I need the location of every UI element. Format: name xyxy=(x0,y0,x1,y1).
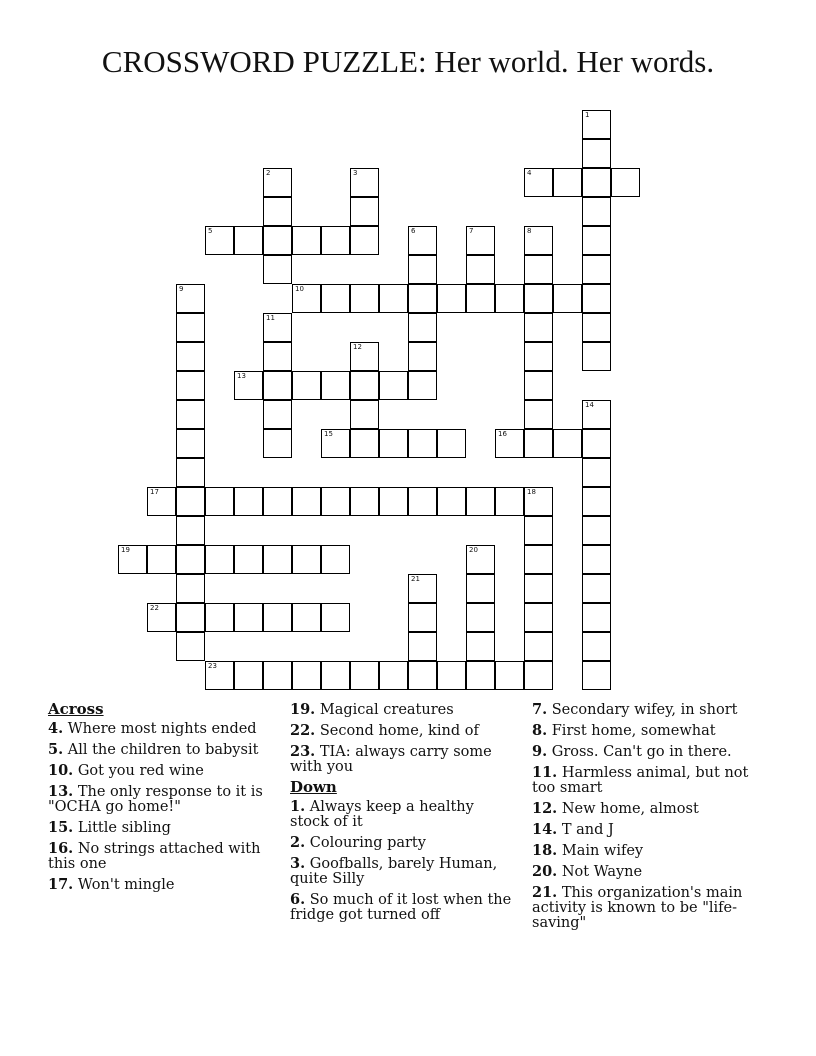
cell-number: 23 xyxy=(208,662,217,670)
grid-cell[interactable] xyxy=(524,487,553,516)
grid-cell[interactable] xyxy=(292,371,321,400)
grid-cell[interactable] xyxy=(205,603,234,632)
down-heading: Down xyxy=(290,778,337,796)
grid-cell[interactable] xyxy=(350,371,379,400)
grid-cell[interactable] xyxy=(437,429,466,458)
grid-cell[interactable] xyxy=(524,400,553,429)
clue-down-1: 1. Always keep a healthy stock of it xyxy=(290,798,474,830)
clue-down-2: 2. Colouring party xyxy=(290,834,426,851)
grid-cell[interactable] xyxy=(524,313,553,342)
grid-cell[interactable] xyxy=(176,458,205,487)
grid-cell[interactable] xyxy=(292,545,321,574)
clue-down-7: 7. Secondary wifey, in short xyxy=(532,701,738,718)
clue-down-8: 8. First home, somewhat xyxy=(532,722,716,739)
clue-down-20: 20. Not Wayne xyxy=(532,863,643,880)
grid-cell[interactable] xyxy=(292,487,321,516)
grid-cell[interactable] xyxy=(234,487,263,516)
clue-across-19: 19. Magical creatures xyxy=(290,701,454,718)
grid-cell[interactable] xyxy=(524,284,553,313)
grid-cell[interactable] xyxy=(582,516,611,545)
grid-cell[interactable] xyxy=(205,487,234,516)
grid-cell[interactable] xyxy=(524,661,553,690)
clue-down-12: 12. New home, almost xyxy=(532,800,699,817)
grid-cell[interactable] xyxy=(582,458,611,487)
grid-cell[interactable] xyxy=(582,284,611,313)
grid-cell[interactable] xyxy=(408,371,437,400)
grid-cell[interactable] xyxy=(234,226,263,255)
grid-cell[interactable] xyxy=(234,603,263,632)
grid-cell[interactable] xyxy=(234,371,263,400)
grid-cell[interactable] xyxy=(263,255,292,284)
clue-down-14: 14. T and J xyxy=(532,821,614,838)
cell-number: 5 xyxy=(208,227,213,235)
grid-cell[interactable] xyxy=(350,226,379,255)
cell-number: 17 xyxy=(150,488,159,496)
grid-cell[interactable] xyxy=(176,516,205,545)
grid-cell[interactable] xyxy=(321,545,350,574)
grid-cell[interactable] xyxy=(466,545,495,574)
cell-number: 2 xyxy=(266,169,271,177)
grid-cell[interactable] xyxy=(495,284,524,313)
grid-cell[interactable] xyxy=(176,632,205,661)
grid-cell[interactable] xyxy=(205,661,234,690)
cell-number: 20 xyxy=(469,546,478,554)
clue-down-21: 21. This organization's main activity is known to be "life-saving" xyxy=(532,884,743,931)
grid-cell[interactable] xyxy=(582,632,611,661)
clue-column-1 xyxy=(48,702,270,898)
clue-across-4: 4. Where most nights ended xyxy=(48,720,257,737)
grid-cell[interactable] xyxy=(582,342,611,371)
grid-cell[interactable] xyxy=(524,226,553,255)
clue-across-13: 13. The only response to it is "OCHA go home!" xyxy=(48,783,263,815)
grid-cell[interactable] xyxy=(321,487,350,516)
grid-cell[interactable] xyxy=(524,168,553,197)
cell-number: 14 xyxy=(585,401,594,409)
grid-cell[interactable] xyxy=(350,197,379,226)
cell-number: 13 xyxy=(237,372,246,380)
grid-cell[interactable] xyxy=(176,313,205,342)
grid-cell[interactable] xyxy=(292,226,321,255)
grid-cell[interactable] xyxy=(321,603,350,632)
grid-cell[interactable] xyxy=(176,574,205,603)
grid-cell[interactable] xyxy=(466,603,495,632)
grid-cell[interactable] xyxy=(408,574,437,603)
grid-cell[interactable] xyxy=(466,487,495,516)
grid-cell[interactable] xyxy=(350,661,379,690)
across-heading: Across xyxy=(48,700,104,718)
grid-cell[interactable] xyxy=(524,516,553,545)
grid-cell[interactable] xyxy=(379,487,408,516)
clue-across-5: 5. All the children to babysit xyxy=(48,741,259,758)
clue-across-17: 17. Won't mingle xyxy=(48,876,175,893)
grid-cell[interactable] xyxy=(408,255,437,284)
grid-cell[interactable] xyxy=(147,545,176,574)
grid-cell[interactable] xyxy=(524,603,553,632)
clue-across-15: 15. Little sibling xyxy=(48,819,171,836)
cell-number: 8 xyxy=(527,227,532,235)
cell-number: 10 xyxy=(295,285,304,293)
page-title: CROSSWORD PUZZLE: Her world. Her words. xyxy=(101,44,715,79)
grid-cell[interactable] xyxy=(350,284,379,313)
grid-cell[interactable] xyxy=(263,400,292,429)
grid-cell[interactable] xyxy=(408,603,437,632)
grid-cell[interactable] xyxy=(582,313,611,342)
grid-cell[interactable] xyxy=(350,400,379,429)
grid-cell[interactable] xyxy=(263,313,292,342)
grid-cell[interactable] xyxy=(176,371,205,400)
grid-cell[interactable] xyxy=(524,429,553,458)
grid-cell[interactable] xyxy=(350,487,379,516)
grid-cell[interactable] xyxy=(176,429,205,458)
grid-cell[interactable] xyxy=(611,168,640,197)
grid-cell[interactable] xyxy=(582,574,611,603)
grid-cell[interactable] xyxy=(582,487,611,516)
grid-cell[interactable] xyxy=(379,661,408,690)
grid-cell[interactable] xyxy=(408,284,437,313)
grid-cell[interactable] xyxy=(437,284,466,313)
grid-cell[interactable] xyxy=(582,226,611,255)
grid-cell[interactable] xyxy=(582,168,611,197)
grid-cell[interactable] xyxy=(176,284,205,313)
grid-cell[interactable] xyxy=(176,603,205,632)
grid-cell[interactable] xyxy=(495,429,524,458)
cell-number: 7 xyxy=(469,227,474,235)
grid-cell[interactable] xyxy=(234,545,263,574)
grid-cell[interactable] xyxy=(553,168,582,197)
grid-cell[interactable] xyxy=(147,603,176,632)
cell-number: 1 xyxy=(585,111,590,119)
grid-cell[interactable] xyxy=(582,603,611,632)
grid-cell[interactable] xyxy=(350,429,379,458)
cell-number: 19 xyxy=(121,546,130,554)
grid-cell[interactable] xyxy=(263,226,292,255)
grid-cell[interactable] xyxy=(466,226,495,255)
cell-number: 4 xyxy=(527,169,532,177)
grid-cell[interactable] xyxy=(582,197,611,226)
grid-cell[interactable] xyxy=(553,284,582,313)
grid-cell[interactable] xyxy=(495,487,524,516)
grid-cell[interactable] xyxy=(408,429,437,458)
grid-cell[interactable] xyxy=(582,110,611,139)
cell-number: 9 xyxy=(179,285,184,293)
grid-cell[interactable] xyxy=(582,139,611,168)
grid-cell[interactable] xyxy=(408,342,437,371)
grid-cell[interactable] xyxy=(408,313,437,342)
cell-number: 22 xyxy=(150,604,159,612)
grid-cell[interactable] xyxy=(379,371,408,400)
grid-cell[interactable] xyxy=(524,545,553,574)
grid-cell[interactable] xyxy=(321,284,350,313)
grid-cell[interactable] xyxy=(118,545,147,574)
grid-cell[interactable] xyxy=(408,226,437,255)
grid-cell[interactable] xyxy=(466,661,495,690)
grid-cell[interactable] xyxy=(582,429,611,458)
grid-cell[interactable] xyxy=(350,168,379,197)
grid-cell[interactable] xyxy=(524,371,553,400)
grid-cell[interactable] xyxy=(205,226,234,255)
grid-cell[interactable] xyxy=(379,429,408,458)
cell-number: 21 xyxy=(411,575,420,583)
grid-cell[interactable] xyxy=(466,255,495,284)
grid-cell[interactable] xyxy=(408,632,437,661)
grid-cell[interactable] xyxy=(466,284,495,313)
grid-cell[interactable] xyxy=(408,661,437,690)
cell-number: 15 xyxy=(324,430,333,438)
clue-across-16: 16. No strings attached with this one xyxy=(48,840,261,872)
grid-cell[interactable] xyxy=(524,255,553,284)
grid-cell[interactable] xyxy=(292,603,321,632)
grid-cell[interactable] xyxy=(263,487,292,516)
grid-cell[interactable] xyxy=(524,632,553,661)
grid-cell[interactable] xyxy=(350,342,379,371)
grid-cell[interactable] xyxy=(205,545,234,574)
grid-cell[interactable] xyxy=(263,371,292,400)
clue-column-3 xyxy=(532,702,762,936)
grid-cell[interactable] xyxy=(437,487,466,516)
grid-cell[interactable] xyxy=(176,545,205,574)
clue-down-18: 18. Main wifey xyxy=(532,842,644,859)
grid-cell[interactable] xyxy=(379,284,408,313)
grid-cell[interactable] xyxy=(321,429,350,458)
grid-cell[interactable] xyxy=(263,603,292,632)
cell-number: 18 xyxy=(527,488,536,496)
cell-number: 16 xyxy=(498,430,507,438)
grid-cell[interactable] xyxy=(582,545,611,574)
grid-cell[interactable] xyxy=(263,168,292,197)
cell-number: 11 xyxy=(266,314,275,322)
grid-cell[interactable] xyxy=(263,429,292,458)
grid-cell[interactable] xyxy=(582,400,611,429)
clue-across-23: 23. TIA: always carry some with you xyxy=(290,743,492,775)
grid-cell[interactable] xyxy=(466,574,495,603)
grid-cell[interactable] xyxy=(176,487,205,516)
clue-down-9: 9. Gross. Can't go in there. xyxy=(532,743,732,760)
grid-cell[interactable] xyxy=(495,661,524,690)
clue-across-22: 22. Second home, kind of xyxy=(290,722,479,739)
grid-cell[interactable] xyxy=(321,226,350,255)
clue-down-3: 3. Goofballs, barely Human, quite Silly xyxy=(290,855,498,887)
grid-cell[interactable] xyxy=(553,429,582,458)
cell-number: 12 xyxy=(353,343,362,351)
grid-cell[interactable] xyxy=(176,400,205,429)
grid-cell[interactable] xyxy=(176,342,205,371)
cell-number: 6 xyxy=(411,227,416,235)
grid-cell[interactable] xyxy=(263,545,292,574)
grid-cell[interactable] xyxy=(321,371,350,400)
grid-cell[interactable] xyxy=(582,255,611,284)
grid-cell[interactable] xyxy=(524,342,553,371)
grid-cell[interactable] xyxy=(234,661,263,690)
grid-cell[interactable] xyxy=(437,661,466,690)
grid-cell[interactable] xyxy=(408,487,437,516)
grid-cell[interactable] xyxy=(263,197,292,226)
grid-cell[interactable] xyxy=(292,284,321,313)
grid-cell[interactable] xyxy=(321,661,350,690)
clue-column-2 xyxy=(290,702,512,928)
grid-cell[interactable] xyxy=(524,574,553,603)
clue-down-11: 11. Harmless animal, but not too smart xyxy=(532,764,749,796)
clue-across-10: 10. Got you red wine xyxy=(48,762,204,779)
grid-cell[interactable] xyxy=(147,487,176,516)
grid-cell[interactable] xyxy=(582,661,611,690)
grid-cell[interactable] xyxy=(263,661,292,690)
cell-number: 3 xyxy=(353,169,358,177)
grid-cell[interactable] xyxy=(466,632,495,661)
grid-cell[interactable] xyxy=(292,661,321,690)
clue-down-6: 6. So much of it lost when the fridge got turned off xyxy=(290,891,512,923)
grid-cell[interactable] xyxy=(263,342,292,371)
